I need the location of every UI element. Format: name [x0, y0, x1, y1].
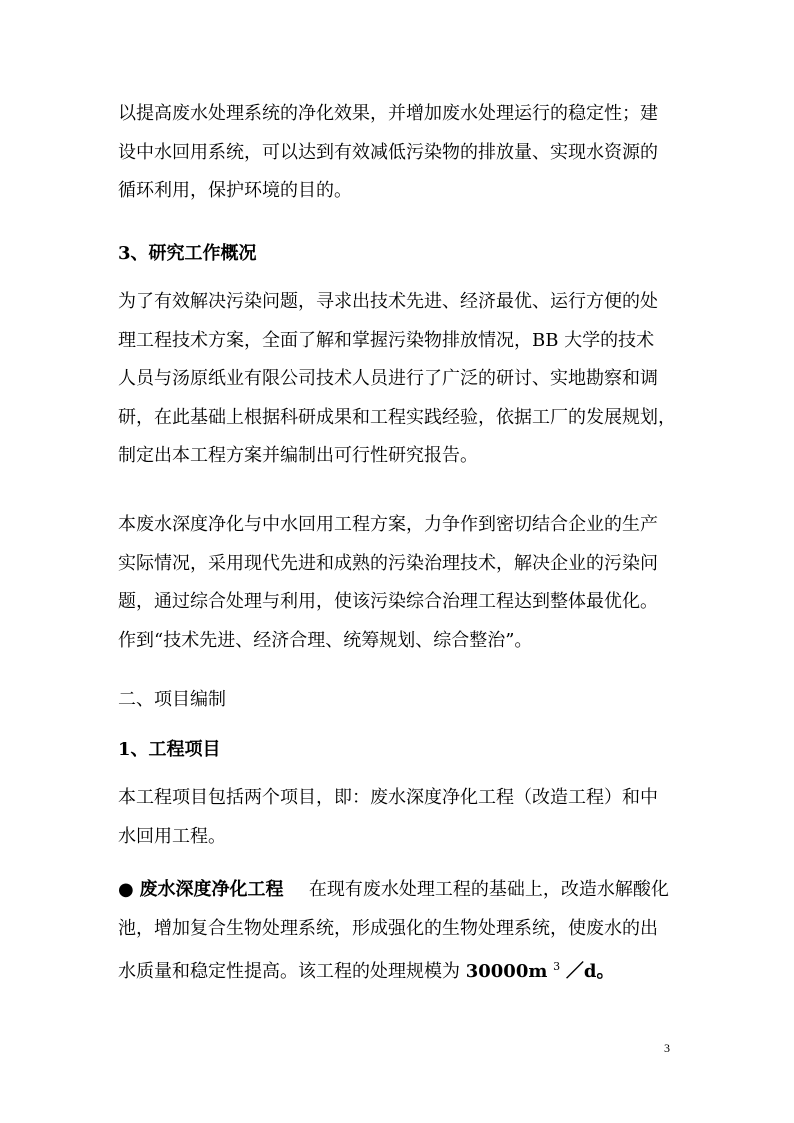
text-line: 作到“技术先进、经济合理、统筹规划、综合整治”。	[118, 629, 533, 651]
heading-research-overview: 3、研究工作概况	[118, 243, 257, 264]
text-segment: 水质量和稳定性提高。该工程的处理规模为	[118, 961, 460, 982]
page-number: 3	[664, 1041, 670, 1055]
text-line: 理工程技术方案，全面了解和掌握污染物排放情况，BB 大学的技术	[118, 329, 655, 351]
text-line: 实际情况，采用现代先进和成熟的污染治理技术，解决企业的污染问	[118, 552, 658, 574]
capacity-value: 30000m	[465, 961, 548, 982]
term-deep-purification: 废水深度净化工程	[139, 879, 284, 900]
text-line: 人员与汤原纸业有限公司技术人员进行了广泛的研讨、实地勘察和调	[118, 368, 658, 389]
text-line: 以提高废水处理系统的净化效果，并增加废水处理运行的稳定性；建	[118, 103, 658, 124]
heading-engineering-project: 1、工程项目	[118, 739, 221, 760]
paragraph-wastewater-purpose	[118, 95, 678, 211]
heading-project-compilation: 二、项目编制	[118, 689, 226, 710]
paragraph-deep-purification	[118, 871, 678, 987]
text-line	[118, 871, 678, 910]
text-line	[118, 948, 678, 987]
capacity-superscript: 3	[553, 960, 561, 973]
text-line: 本废水深度净化与中水回用工程方案，力争作到密切结合企业的生产	[118, 514, 658, 535]
text-line: 为了有效解决污染问题，寻求出技术先进、经济最优、运行方便的处	[118, 291, 658, 312]
paragraph-project-scheme	[118, 506, 678, 660]
text-line: 池，增加复合生物处理系统，形成强化的生物处理系统，使废水的出	[118, 917, 658, 939]
text-line: 制定出本工程方案并编制出可行性研究报告。	[118, 445, 478, 466]
text-segment: 在现有废水处理工程的基础上，改造水解酸化	[308, 879, 669, 900]
text-line: 题，通过综合处理与利用，使该污染综合治理工程达到整体最优化。	[118, 591, 658, 612]
text-line: 设中水回用系统，可以达到有效减低污染物的排放量、实现水资源的	[118, 141, 658, 163]
text-line: 循环利用，保护环境的目的。	[118, 180, 352, 201]
text-line: 研，在此基础上根据科研成果和工程实践经验，依据工厂的发展规划，	[118, 406, 676, 428]
capacity-unit: ／d。	[565, 961, 615, 982]
paragraph-project-scope	[118, 779, 678, 856]
paragraph-research-work	[118, 283, 678, 476]
text-line: 本工程项目包括两个项目，即：废水深度净化工程（改造工程）和中	[118, 787, 658, 808]
text-line: 水回用工程。	[118, 825, 226, 847]
bullet-icon: ●	[118, 879, 134, 900]
